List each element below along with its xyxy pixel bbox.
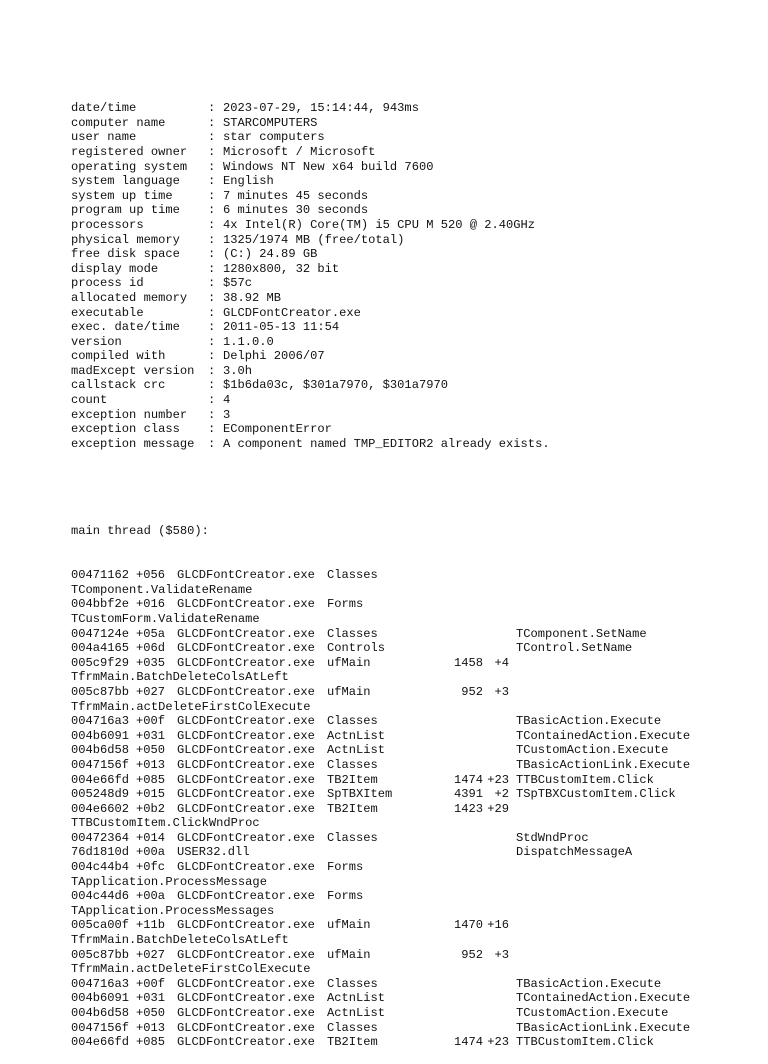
frame-module: GLCDFontCreator.exe <box>177 757 315 772</box>
info-row <box>71 145 761 160</box>
frame-method: TCustomAction.Execute <box>516 1006 669 1020</box>
frame-unit: ufMain <box>327 947 371 962</box>
info-separator: : <box>208 130 216 145</box>
frame-offset: +013 <box>136 1020 166 1035</box>
info-row <box>71 174 761 189</box>
callstack-frame <box>71 773 761 788</box>
frame-address: 004bbf2e <box>71 597 130 612</box>
callstack-frame <box>71 743 761 758</box>
info-key: computer name <box>71 115 166 130</box>
frame-address: 005c87bb <box>71 684 130 699</box>
info-separator: : <box>208 203 216 218</box>
frame-unit: Classes <box>327 757 378 772</box>
frame-offset: +013 <box>136 757 166 772</box>
frame-module: GLCDFontCreator.exe <box>177 743 315 758</box>
frame-module: GLCDFontCreator.exe <box>177 684 315 699</box>
info-key: program up time <box>71 203 180 218</box>
callstack-block <box>71 568 761 1050</box>
frame-offset: +016 <box>136 597 166 612</box>
frame-module: GLCDFontCreator.exe <box>177 787 315 802</box>
info-value: STARCOMPUTERS <box>223 115 318 130</box>
callstack-frame <box>71 685 761 700</box>
frame-address: 004b6d58 <box>71 743 130 758</box>
frame-offset: +06d <box>136 641 166 656</box>
info-row <box>71 189 761 204</box>
frame-line-offset: +4 <box>494 655 509 670</box>
info-separator: : <box>208 232 216 247</box>
callstack-frame <box>71 831 761 846</box>
info-row <box>71 437 761 452</box>
frame-method-wrapped: TApplication.ProcessMessage <box>71 874 267 889</box>
frame-line-offset: +29 <box>487 801 509 816</box>
info-separator: : <box>208 261 216 276</box>
info-key: date/time <box>71 101 137 116</box>
frame-unit: ActnList <box>327 991 386 1006</box>
info-value: Windows NT New x64 build 7600 <box>223 159 434 174</box>
info-key: physical memory <box>71 232 180 247</box>
frame-address: 004c44b4 <box>71 860 130 875</box>
info-separator: : <box>208 174 216 189</box>
callstack-frame <box>71 889 761 904</box>
info-key: system up time <box>71 188 173 203</box>
info-separator: : <box>208 349 216 364</box>
info-row <box>71 349 761 364</box>
frame-offset: +015 <box>136 787 166 802</box>
frame-method-wrapped: TApplication.ProcessMessages <box>71 903 275 918</box>
frame-method-wrapped: TfrmMain.BatchDeleteColsAtLeft <box>71 670 289 685</box>
frame-line-number: 4391 <box>453 787 483 802</box>
frame-module: GLCDFontCreator.exe <box>177 889 315 904</box>
frame-method: TControl.SetName <box>516 641 633 656</box>
info-separator: : <box>208 144 216 159</box>
frame-line-offset: +3 <box>494 684 509 699</box>
info-key: display mode <box>71 261 159 276</box>
info-key: madExcept version <box>71 363 195 378</box>
callstack-frame <box>71 991 761 1006</box>
callstack-frame <box>71 568 761 583</box>
frame-module: GLCDFontCreator.exe <box>177 976 315 991</box>
callstack-frame <box>71 845 761 860</box>
info-key: version <box>71 334 122 349</box>
frame-method: TContainedAction.Execute <box>516 991 691 1006</box>
frame-address: 004b6091 <box>71 991 130 1006</box>
frame-offset: +00f <box>136 714 166 729</box>
frame-offset: +085 <box>136 772 166 787</box>
info-row <box>71 393 761 408</box>
frame-line-number: 952 <box>461 947 483 962</box>
callstack-frame <box>71 918 761 933</box>
info-value: 38.92 MB <box>223 290 282 305</box>
info-separator: : <box>208 436 216 451</box>
info-key: exception number <box>71 407 188 422</box>
frame-offset: +056 <box>136 568 166 583</box>
frame-unit: Forms <box>327 860 364 875</box>
frame-address: 005248d9 <box>71 787 130 802</box>
frame-offset: +00f <box>136 976 166 991</box>
info-row <box>71 130 761 145</box>
frame-line-number: 1474 <box>453 772 483 787</box>
frame-module: GLCDFontCreator.exe <box>177 597 315 612</box>
frame-module: GLCDFontCreator.exe <box>177 772 315 787</box>
frame-address: 004b6091 <box>71 728 130 743</box>
frame-address: 005c9f29 <box>71 655 130 670</box>
frame-method: TTBCustomItem.Click <box>516 1035 654 1050</box>
frame-line-number: 952 <box>461 684 483 699</box>
info-value: 1325/1974 MB (free/total) <box>223 232 405 247</box>
info-key: exception message <box>71 436 195 451</box>
frame-offset: +035 <box>136 655 166 670</box>
frame-offset: +031 <box>136 728 166 743</box>
info-row <box>71 276 761 291</box>
frame-module: GLCDFontCreator.exe <box>177 655 315 670</box>
info-value: 4x Intel(R) Core(TM) i5 CPU M 520 @ 2.40GHz <box>223 217 536 232</box>
frame-line-number: 1423 <box>453 801 483 816</box>
frame-method-wrapped: TTBCustomItem.ClickWndProc <box>71 816 260 831</box>
frame-method-wrapped: TComponent.ValidateRename <box>71 582 253 597</box>
callstack-frame <box>71 1006 761 1021</box>
frame-method-wrapped: TfrmMain.BatchDeleteColsAtLeft <box>71 933 289 948</box>
frame-address: 004716a3 <box>71 976 130 991</box>
frame-module: GLCDFontCreator.exe <box>177 918 315 933</box>
frame-offset: +00a <box>136 845 166 860</box>
info-value: A component named TMP_EDITOR2 already exists. <box>223 436 550 451</box>
frame-offset: +031 <box>136 991 166 1006</box>
frame-module: GLCDFontCreator.exe <box>177 991 315 1006</box>
info-separator: : <box>208 393 216 408</box>
callstack-frame <box>71 656 761 671</box>
info-separator: : <box>208 188 216 203</box>
info-value: 3 <box>223 407 231 422</box>
info-key: operating system <box>71 159 188 174</box>
info-row <box>71 291 761 306</box>
frame-offset: +050 <box>136 1006 166 1020</box>
frame-line-offset: +16 <box>487 918 509 933</box>
frame-unit: Forms <box>327 597 364 612</box>
frame-offset: +0fc <box>136 860 166 875</box>
frame-method-wrapped: TfrmMain.actDeleteFirstColExecute <box>71 699 311 714</box>
info-value: English <box>223 174 274 189</box>
frame-module: GLCDFontCreator.exe <box>177 947 315 962</box>
frame-method-wrapped: TCustomForm.ValidateRename <box>71 611 260 626</box>
info-key: processors <box>71 217 144 232</box>
info-key: registered owner <box>71 144 188 159</box>
frame-unit: Controls <box>327 641 386 656</box>
info-row <box>71 422 761 437</box>
info-value: 1.1.0.0 <box>223 334 274 349</box>
frame-address: 00472364 <box>71 830 130 845</box>
frame-module: GLCDFontCreator.exe <box>177 728 315 743</box>
info-separator: : <box>208 422 216 437</box>
frame-module: GLCDFontCreator.exe <box>177 1020 315 1035</box>
info-key: compiled with <box>71 349 166 364</box>
frame-method: DispatchMessageA <box>516 845 633 860</box>
frame-offset: +11b <box>136 918 166 933</box>
info-value: 1280x800, 32 bit <box>223 261 340 276</box>
frame-module: USER32.dll <box>177 845 250 860</box>
frame-line-number: 1474 <box>453 1035 483 1050</box>
frame-address: 004e66fd <box>71 772 130 787</box>
frame-address: 004e66fd <box>71 1035 130 1050</box>
info-separator: : <box>208 115 216 130</box>
frame-method: TBasicAction.Execute <box>516 714 662 729</box>
frame-address: 0047156f <box>71 757 130 772</box>
frame-unit: SpTBXItem <box>327 787 393 802</box>
info-key: allocated memory <box>71 290 188 305</box>
info-value: 2011-05-13 11:54 <box>223 320 340 335</box>
frame-unit: Classes <box>327 1020 378 1035</box>
frame-line-offset: +2 <box>494 787 509 802</box>
frame-method: TSpTBXCustomItem.Click <box>516 787 676 802</box>
info-row <box>71 262 761 277</box>
blank-line <box>71 481 761 496</box>
info-separator: : <box>208 247 216 262</box>
info-key: user name <box>71 130 137 145</box>
info-value: 4 <box>223 393 231 408</box>
callstack-frame <box>71 948 761 963</box>
info-row <box>71 408 761 423</box>
frame-address: 004b6d58 <box>71 1006 130 1020</box>
frame-method: StdWndProc <box>516 830 589 845</box>
frame-method: TTBCustomItem.Click <box>516 772 654 787</box>
frame-module: GLCDFontCreator.exe <box>177 641 315 656</box>
callstack-frame <box>71 627 761 642</box>
system-info-block <box>71 101 761 451</box>
frame-address: 004e6602 <box>71 801 130 816</box>
frame-address: 00471162 <box>71 568 130 583</box>
info-separator: : <box>208 305 216 320</box>
frame-method: TBasicActionLink.Execute <box>516 757 691 772</box>
info-separator: : <box>208 363 216 378</box>
info-key: count <box>71 393 108 408</box>
info-key: system language <box>71 174 180 189</box>
info-row <box>71 203 761 218</box>
frame-method: TContainedAction.Execute <box>516 728 691 743</box>
info-value: Microsoft / Microsoft <box>223 144 376 159</box>
frame-module: GLCDFontCreator.exe <box>177 626 315 641</box>
frame-method: TBasicAction.Execute <box>516 976 662 991</box>
frame-unit: TB2Item <box>327 772 378 787</box>
info-value: $57c <box>223 276 253 291</box>
frame-offset: +014 <box>136 830 166 845</box>
frame-module: GLCDFontCreator.exe <box>177 860 315 875</box>
frame-offset: +085 <box>136 1035 166 1050</box>
frame-module: GLCDFontCreator.exe <box>177 830 315 845</box>
info-value: Delphi 2006/07 <box>223 349 325 364</box>
frame-address: 004c44d6 <box>71 889 130 904</box>
info-separator: : <box>208 334 216 349</box>
callstack-frame <box>71 1021 761 1036</box>
frame-address: 004716a3 <box>71 714 130 729</box>
frame-address: 0047156f <box>71 1020 130 1035</box>
info-separator: : <box>208 217 216 232</box>
frame-unit: ufMain <box>327 684 371 699</box>
frame-unit: Classes <box>327 626 378 641</box>
info-row <box>71 116 761 131</box>
info-value: 7 minutes 45 seconds <box>223 188 369 203</box>
frame-method: TCustomAction.Execute <box>516 743 669 758</box>
frame-line-number: 1470 <box>453 918 483 933</box>
info-separator: : <box>208 276 216 291</box>
frame-method: TComponent.SetName <box>516 626 647 641</box>
callstack-frame <box>71 641 761 656</box>
frame-address: 004a4165 <box>71 641 130 656</box>
frame-module: GLCDFontCreator.exe <box>177 801 315 816</box>
frame-unit: Classes <box>327 568 378 583</box>
callstack-frame <box>71 758 761 773</box>
frame-address: 005ca00f <box>71 918 130 933</box>
frame-offset: +00a <box>136 889 166 904</box>
frame-offset: +027 <box>136 684 166 699</box>
info-separator: : <box>208 159 216 174</box>
callstack-frame <box>71 1035 761 1050</box>
frame-address: 76d1810d <box>71 845 130 860</box>
info-row <box>71 364 761 379</box>
frame-line-offset: +3 <box>494 947 509 962</box>
info-key: process id <box>71 276 144 291</box>
info-row <box>71 320 761 335</box>
callstack-frame <box>71 977 761 992</box>
bug-report-document <box>71 72 761 1064</box>
info-key: callstack crc <box>71 378 166 393</box>
info-value: star computers <box>223 130 325 145</box>
frame-unit: Classes <box>327 976 378 991</box>
callstack-frame <box>71 729 761 744</box>
info-separator: : <box>208 320 216 335</box>
info-row <box>71 378 761 393</box>
info-value: 3.0h <box>223 363 253 378</box>
info-value: $1b6da03c, $301a7970, $301a7970 <box>223 378 448 393</box>
frame-module: GLCDFontCreator.exe <box>177 714 315 729</box>
callstack-frame <box>71 714 761 729</box>
info-separator: : <box>208 290 216 305</box>
info-row <box>71 335 761 350</box>
info-key: executable <box>71 305 144 320</box>
info-separator: : <box>208 378 216 393</box>
info-row <box>71 218 761 233</box>
frame-offset: +05a <box>136 626 166 641</box>
frame-unit: Classes <box>327 714 378 729</box>
callstack-frame <box>71 787 761 802</box>
thread-header: main thread ($580): <box>71 524 209 539</box>
frame-unit: ufMain <box>327 655 371 670</box>
frame-module: GLCDFontCreator.exe <box>177 568 315 583</box>
frame-offset: +0b2 <box>136 801 166 816</box>
info-value: 2023-07-29, 15:14:44, 943ms <box>223 101 419 116</box>
callstack-frame <box>71 802 761 817</box>
frame-address: 005c87bb <box>71 947 130 962</box>
frame-line-offset: +23 <box>487 772 509 787</box>
info-row <box>71 233 761 248</box>
info-row <box>71 247 761 262</box>
info-row <box>71 160 761 175</box>
callstack-frame <box>71 860 761 875</box>
frame-line-offset: +23 <box>487 1035 509 1050</box>
info-key: exception class <box>71 422 180 437</box>
frame-unit: ufMain <box>327 918 371 933</box>
info-value: GLCDFontCreator.exe <box>223 305 361 320</box>
frame-module: GLCDFontCreator.exe <box>177 1006 315 1020</box>
frame-address: 0047124e <box>71 626 130 641</box>
frame-method: TBasicActionLink.Execute <box>516 1020 691 1035</box>
frame-module: GLCDFontCreator.exe <box>177 1035 315 1050</box>
info-row <box>71 101 761 116</box>
info-row <box>71 306 761 321</box>
frame-unit: ActnList <box>327 728 386 743</box>
info-value: EComponentError <box>223 422 332 437</box>
frame-unit: TB2Item <box>327 801 378 816</box>
callstack-frame <box>71 597 761 612</box>
frame-offset: +050 <box>136 743 166 758</box>
info-value: 6 minutes 30 seconds <box>223 203 369 218</box>
info-key: free disk space <box>71 247 180 262</box>
frame-unit: ActnList <box>327 1006 386 1020</box>
frame-offset: +027 <box>136 947 166 962</box>
frame-unit: Forms <box>327 889 364 904</box>
frame-line-number: 1458 <box>453 655 483 670</box>
info-separator: : <box>208 407 216 422</box>
frame-unit: TB2Item <box>327 1035 378 1050</box>
frame-method-wrapped: TfrmMain.actDeleteFirstColExecute <box>71 962 311 977</box>
info-value: (C:) 24.89 GB <box>223 247 318 262</box>
info-key: exec. date/time <box>71 320 180 335</box>
info-separator: : <box>208 101 216 116</box>
frame-unit: Classes <box>327 830 378 845</box>
frame-unit: ActnList <box>327 743 386 758</box>
